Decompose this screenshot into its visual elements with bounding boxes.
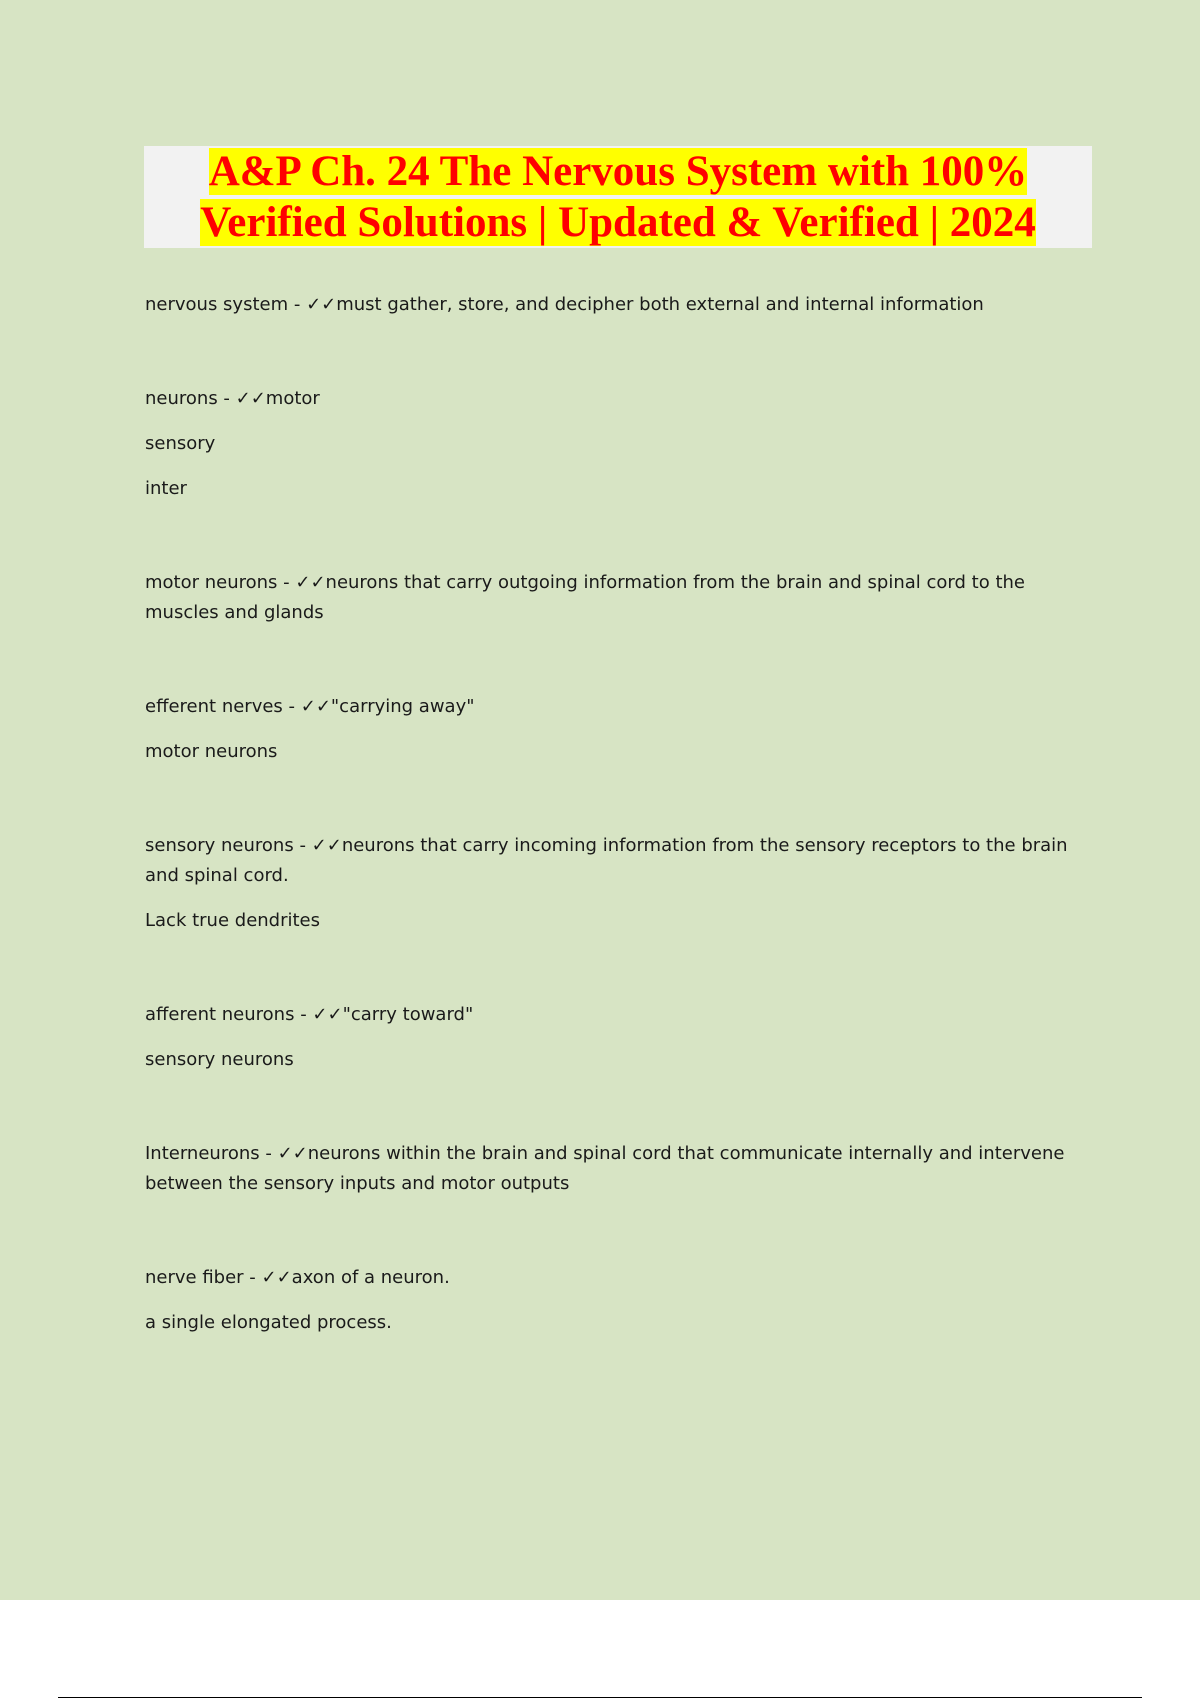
entry-interneurons <box>145 1139 1085 1199</box>
entry-text: neurons - ✓✓motor <box>145 388 320 409</box>
entry-text: a single elongated process. <box>145 1312 392 1333</box>
entry-efferent-nerves <box>145 692 1085 767</box>
entry-sensory-neurons <box>145 831 1085 936</box>
entry-nervous-system <box>145 290 1085 320</box>
flashcard-list <box>145 290 1085 1353</box>
entry-text: inter <box>145 478 187 499</box>
entry-text: Interneurons - ✓✓neurons within the brain and spinal cord that communicate internally and intervene between the sensory inputs and motor outputs <box>145 1143 1065 1194</box>
entry-text: afferent neurons - ✓✓"carry toward" <box>145 1004 474 1025</box>
entry-text: sensory neurons <box>145 1049 294 1070</box>
document-title <box>144 146 1092 248</box>
entry-text: efferent nerves - ✓✓"carrying away" <box>145 696 475 717</box>
entry-text: Lack true dendrites <box>145 910 321 931</box>
title-line-2: Verified Solutions | Updated & Verified | 2024 <box>200 199 1036 246</box>
footer-divider <box>58 1697 1142 1698</box>
entry-neurons <box>145 384 1085 504</box>
entry-afferent-neurons <box>145 1000 1085 1075</box>
entry-motor-neurons <box>145 568 1085 628</box>
entry-text: sensory <box>145 433 216 454</box>
title-line-1: A&P Ch. 24 The Nervous System with 100% <box>208 148 1028 195</box>
entry-text: motor neurons <box>145 741 278 762</box>
entry-text: motor neurons - ✓✓neurons that carry outgoing information from the brain and spinal cord to the muscles and glands <box>145 572 1025 623</box>
entry-text: sensory neurons - ✓✓neurons that carry incoming information from the sensory receptors to the brain and spinal cord. <box>145 835 1068 886</box>
entry-text: nerve fiber - ✓✓axon of a neuron. <box>145 1267 450 1288</box>
entry-text: nervous system - ✓✓must gather, store, and decipher both external and internal information <box>145 294 984 315</box>
entry-nerve-fiber <box>145 1263 1085 1338</box>
